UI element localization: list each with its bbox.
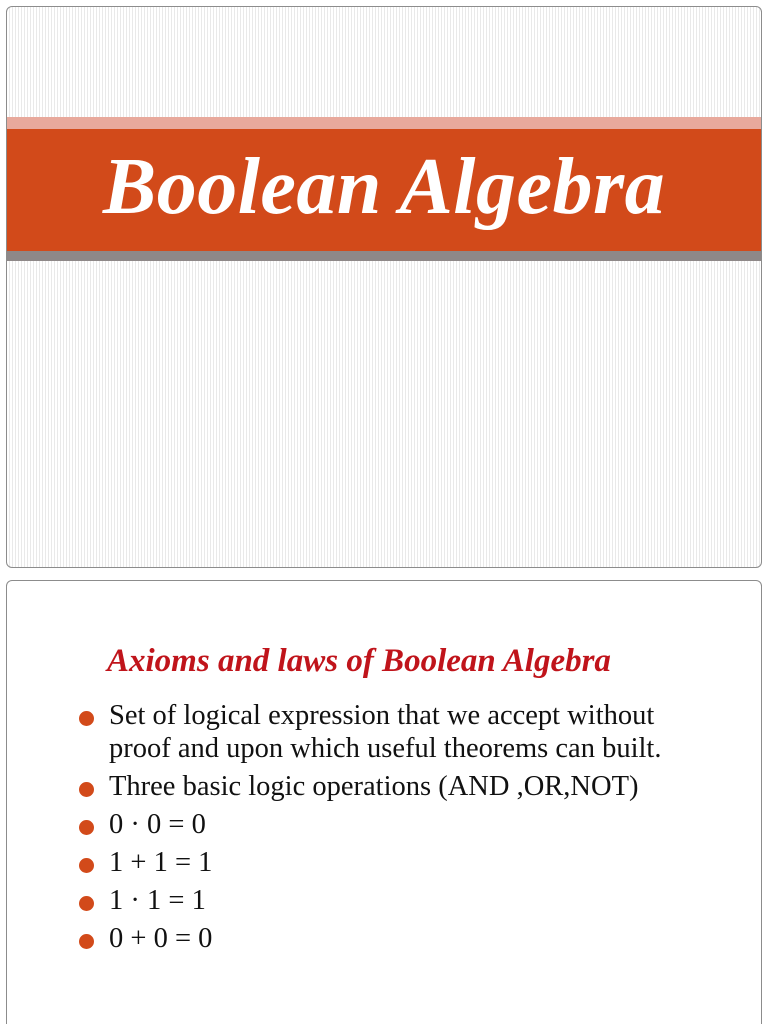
banner-top-stripe xyxy=(7,117,761,129)
bullet-dot-icon xyxy=(79,896,94,911)
slide-title: Boolean Algebra xyxy=(102,143,666,231)
bullet-item xyxy=(77,922,717,955)
bullet-dot-icon xyxy=(79,820,94,835)
bullet-text: 1 + 1 = 1 xyxy=(109,847,213,878)
title-slide xyxy=(6,6,762,568)
bullet-item xyxy=(77,884,717,917)
content-slide xyxy=(6,580,762,1024)
bullet-dot-icon xyxy=(79,934,94,949)
title-banner xyxy=(7,129,761,251)
bullet-dot-icon xyxy=(79,711,94,726)
banner-bottom-stripe xyxy=(7,251,761,261)
bullet-text: 0 · 0 = 0 xyxy=(109,809,206,840)
bullet-text: 0 + 0 = 0 xyxy=(109,923,213,954)
bullet-text: Three basic logic operations (AND ,OR,NOT) xyxy=(109,771,639,802)
bullet-dot-icon xyxy=(79,858,94,873)
bullet-item xyxy=(77,808,717,841)
bullet-item xyxy=(77,846,717,879)
bullet-item xyxy=(77,770,717,803)
bullet-text: 1 · 1 = 1 xyxy=(109,885,206,916)
slide-heading: Axioms and laws of Boolean Algebra xyxy=(107,643,611,679)
bullet-item xyxy=(77,699,717,765)
bullet-dot-icon xyxy=(79,782,94,797)
bullet-text: Set of logical expression that we accept without proof and upon which useful theorems can built. xyxy=(109,700,662,764)
bullet-list xyxy=(77,699,717,960)
